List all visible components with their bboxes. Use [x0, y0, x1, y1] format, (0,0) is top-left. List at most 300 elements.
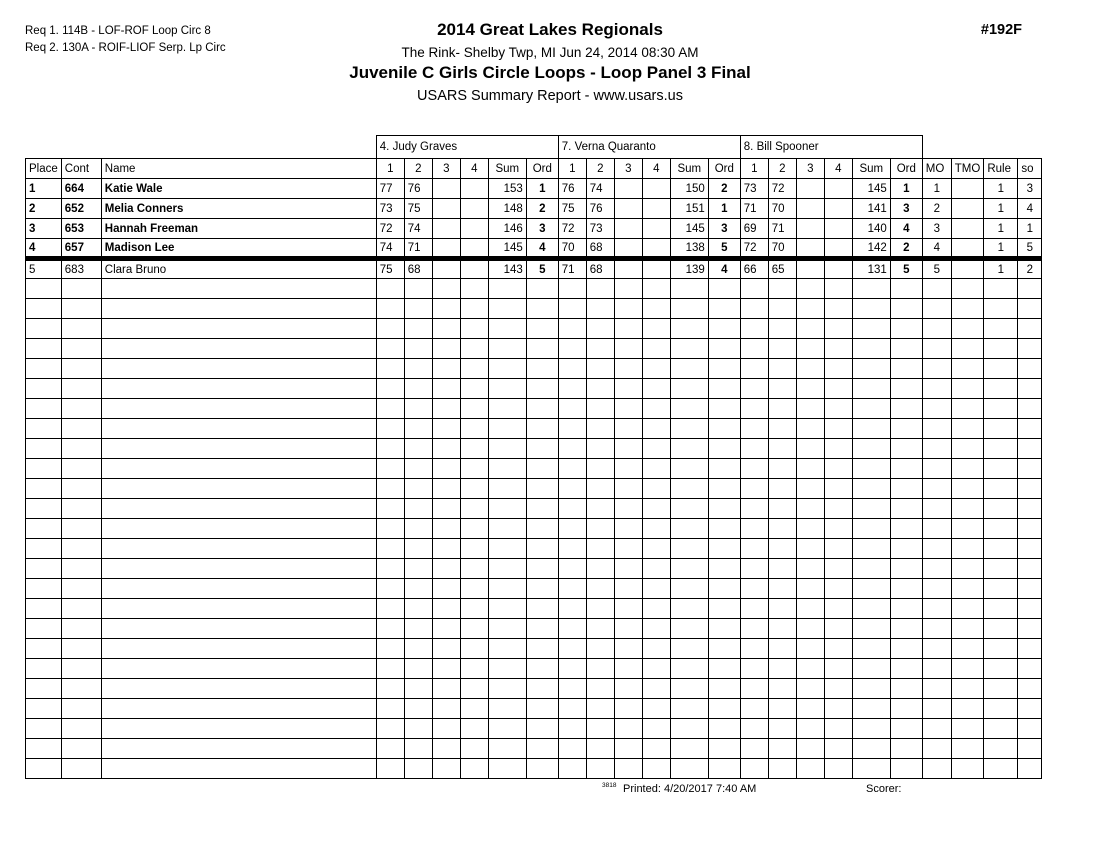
- judge3-sum: [852, 379, 890, 399]
- place-cell: 2: [26, 199, 62, 219]
- judge1-ordinal: [526, 559, 558, 579]
- judge1-score4: [460, 179, 488, 199]
- judge2-score3: [614, 399, 642, 419]
- judge1-score4: [460, 459, 488, 479]
- judge1-sum: [488, 439, 526, 459]
- footer-code: 3818: [602, 782, 617, 789]
- venue-date-line: The Rink- Shelby Twp, MI Jun 24, 2014 08:30 AM: [401, 45, 699, 60]
- majority-ordinal: [922, 619, 951, 639]
- judge1-score4: [460, 539, 488, 559]
- judge2-score2: [586, 319, 614, 339]
- skater-name: [101, 759, 376, 779]
- tmo-cell: [951, 179, 984, 199]
- col-header-judge1-ord: Ord: [526, 159, 558, 179]
- skater-name: [101, 359, 376, 379]
- judge1-score3: [432, 279, 460, 299]
- judge2-ordinal: 5: [708, 239, 740, 259]
- judge2-score1: [558, 359, 586, 379]
- judge2-score4: [642, 279, 670, 299]
- empty-row: [26, 539, 1042, 559]
- judge3-score4: [824, 559, 852, 579]
- empty-row: [26, 399, 1042, 419]
- judge2-sum: [670, 439, 708, 459]
- judge2-score1: [558, 439, 586, 459]
- judge2-score2: [586, 439, 614, 459]
- judge2-score4: [642, 219, 670, 239]
- judge3-sum: [852, 439, 890, 459]
- judge1-score3: [432, 359, 460, 379]
- judge1-score2: [404, 519, 432, 539]
- judge1-score4: [460, 319, 488, 339]
- judge1-score1: [376, 359, 404, 379]
- judge3-sum: [852, 659, 890, 679]
- judge3-score2: [768, 519, 796, 539]
- judge1-ordinal: 5: [526, 259, 558, 279]
- judge3-score2: [768, 759, 796, 779]
- empty-row: [26, 499, 1042, 519]
- judge2-score1: 76: [558, 179, 586, 199]
- judge2-ordinal: [708, 599, 740, 619]
- place-cell: [26, 639, 62, 659]
- judge2-score1: [558, 599, 586, 619]
- tmo-cell: [951, 679, 984, 699]
- judge1-ordinal: [526, 519, 558, 539]
- skater-name: Clara Bruno: [101, 259, 376, 279]
- judge3-ordinal: [890, 679, 922, 699]
- judge3-score3: [796, 439, 824, 459]
- judge1-score2: [404, 279, 432, 299]
- judge2-score3: [614, 739, 642, 759]
- skating-order: [1018, 479, 1042, 499]
- empty-row: [26, 279, 1042, 299]
- empty-row: [26, 339, 1042, 359]
- contestant-number: 657: [61, 239, 101, 259]
- judge1-ordinal: [526, 419, 558, 439]
- title-block: [0, 20, 1100, 104]
- judge1-sum: [488, 539, 526, 559]
- judge2-score1: [558, 539, 586, 559]
- judge1-score4: [460, 499, 488, 519]
- contestant-number: [61, 419, 101, 439]
- judge3-score2: 71: [768, 219, 796, 239]
- judge2-score4: [642, 419, 670, 439]
- judge2-score1: [558, 519, 586, 539]
- judge3-sum: [852, 399, 890, 419]
- skating-order: [1018, 379, 1042, 399]
- judge2-score1: [558, 459, 586, 479]
- majority-ordinal: [922, 499, 951, 519]
- skater-name: [101, 719, 376, 739]
- judge1-score2: [404, 619, 432, 639]
- judge1-ordinal: [526, 599, 558, 619]
- judge3-score2: [768, 359, 796, 379]
- judge2-score2: 74: [586, 179, 614, 199]
- tmo-cell: [951, 339, 984, 359]
- requirement-1: Req 1. 114B - LOF-ROF Loop Circ 8: [25, 25, 211, 37]
- judge1-ordinal: [526, 479, 558, 499]
- judge2-score2: [586, 699, 614, 719]
- judge3-score3: [796, 759, 824, 779]
- judge1-score2: 76: [404, 179, 432, 199]
- judge3-score2: [768, 379, 796, 399]
- judge2-score2: [586, 559, 614, 579]
- judge3-score1: [740, 639, 768, 659]
- judge2-score1: [558, 619, 586, 639]
- judge3-score1: [740, 299, 768, 319]
- judge1-score4: [460, 659, 488, 679]
- skating-order: [1018, 539, 1042, 559]
- contestant-number: [61, 499, 101, 519]
- judge3-score2: [768, 599, 796, 619]
- judge3-score3: [796, 519, 824, 539]
- judge2-score2: [586, 339, 614, 359]
- judge1-ordinal: [526, 499, 558, 519]
- judge1-sum: [488, 619, 526, 639]
- result-row: [26, 199, 1042, 219]
- judge3-ordinal: [890, 739, 922, 759]
- judge3-score3: [796, 239, 824, 259]
- judge3-score2: [768, 659, 796, 679]
- judge3-score1: [740, 599, 768, 619]
- judge2-score3: [614, 439, 642, 459]
- judge2-ordinal: [708, 659, 740, 679]
- majority-ordinal: [922, 519, 951, 539]
- skater-name: [101, 519, 376, 539]
- place-cell: 1: [26, 179, 62, 199]
- judge2-sum: [670, 479, 708, 499]
- col-header-place: Place: [26, 159, 62, 179]
- skater-name: [101, 439, 376, 459]
- judge1-score3: [432, 659, 460, 679]
- contestant-number: [61, 739, 101, 759]
- tmo-cell: [951, 319, 984, 339]
- rule-cell: [984, 619, 1018, 639]
- skater-name: [101, 299, 376, 319]
- judge1-ordinal: [526, 459, 558, 479]
- judge3-ordinal: [890, 699, 922, 719]
- tmo-cell: [951, 239, 984, 259]
- tmo-cell: [951, 399, 984, 419]
- contestant-number: [61, 359, 101, 379]
- judge3-score3: [796, 319, 824, 339]
- majority-ordinal: [922, 459, 951, 479]
- skater-name: [101, 739, 376, 759]
- table-body: [26, 179, 1042, 779]
- judge1-ordinal: [526, 739, 558, 759]
- place-cell: 4: [26, 239, 62, 259]
- judge3-score2: [768, 419, 796, 439]
- judge3-score3: [796, 399, 824, 419]
- judge3-ordinal: [890, 759, 922, 779]
- judge1-ordinal: [526, 679, 558, 699]
- event-number: #192F: [980, 22, 1022, 38]
- skating-order: 2: [1018, 259, 1042, 279]
- judge2-ordinal: [708, 559, 740, 579]
- skating-order: [1018, 279, 1042, 299]
- judge2-score1: 72: [558, 219, 586, 239]
- judge3-score4: [824, 719, 852, 739]
- col-header-judge2-score4: 4: [642, 159, 670, 179]
- empty-row: [26, 719, 1042, 739]
- judge2-score4: [642, 539, 670, 559]
- judge2-ordinal: [708, 619, 740, 639]
- judge1-sum: [488, 579, 526, 599]
- place-cell: [26, 659, 62, 679]
- judge3-ordinal: [890, 599, 922, 619]
- place-cell: [26, 459, 62, 479]
- judge3-score2: [768, 719, 796, 739]
- judge2-score1: [558, 579, 586, 599]
- col-header-judge1-score4: 4: [460, 159, 488, 179]
- skater-name: [101, 679, 376, 699]
- judge3-ordinal: [890, 279, 922, 299]
- judge1-score1: [376, 599, 404, 619]
- judge2-score1: [558, 339, 586, 359]
- judge1-ordinal: [526, 659, 558, 679]
- judge1-score2: [404, 759, 432, 779]
- place-cell: 5: [26, 259, 62, 279]
- judge3-score4: [824, 459, 852, 479]
- skating-order: [1018, 719, 1042, 739]
- judge1-score4: [460, 219, 488, 239]
- judge3-score4: [824, 239, 852, 259]
- judge2-sum: 150: [670, 179, 708, 199]
- judge2-sum: [670, 359, 708, 379]
- judge3-ordinal: [890, 359, 922, 379]
- judge3-score3: [796, 459, 824, 479]
- judge2-ordinal: [708, 479, 740, 499]
- skater-name: [101, 659, 376, 679]
- judge1-score3: [432, 639, 460, 659]
- contestant-number: [61, 759, 101, 779]
- result-row: [26, 239, 1042, 259]
- judge2-score3: [614, 379, 642, 399]
- judge1-score3: [432, 719, 460, 739]
- judge2-score1: [558, 399, 586, 419]
- judge3-score3: [796, 299, 824, 319]
- judge1-score4: [460, 419, 488, 439]
- judge1-score4: [460, 239, 488, 259]
- place-cell: [26, 579, 62, 599]
- judge3-score3: [796, 339, 824, 359]
- tmo-cell: [951, 739, 984, 759]
- judge1-score4: [460, 439, 488, 459]
- judge1-score2: [404, 439, 432, 459]
- majority-ordinal: [922, 339, 951, 359]
- judge2-sum: [670, 279, 708, 299]
- judge2-sum: [670, 599, 708, 619]
- place-cell: [26, 519, 62, 539]
- judge1-score4: [460, 739, 488, 759]
- judge1-sum: [488, 399, 526, 419]
- col-header-name: Name: [101, 159, 376, 179]
- judge2-score4: [642, 259, 670, 279]
- col-header-mo: MO: [922, 159, 951, 179]
- col-header-judge2-score2: 2: [586, 159, 614, 179]
- result-row: [26, 219, 1042, 239]
- majority-ordinal: [922, 659, 951, 679]
- judge1-sum: [488, 379, 526, 399]
- majority-ordinal: [922, 739, 951, 759]
- judge2-score2: [586, 499, 614, 519]
- judge1-ordinal: [526, 299, 558, 319]
- judge2-ordinal: [708, 319, 740, 339]
- judge2-score4: [642, 319, 670, 339]
- judge2-score2: [586, 279, 614, 299]
- judge3-sum: 131: [852, 259, 890, 279]
- judge2-score4: [642, 659, 670, 679]
- judge3-score3: [796, 219, 824, 239]
- skater-name: [101, 399, 376, 419]
- judge1-sum: [488, 659, 526, 679]
- judge3-score1: [740, 519, 768, 539]
- judge3-score1: [740, 619, 768, 639]
- judge2-ordinal: [708, 739, 740, 759]
- rule-cell: [984, 459, 1018, 479]
- judge2-score2: [586, 579, 614, 599]
- judge2-sum: [670, 739, 708, 759]
- judge1-ordinal: [526, 359, 558, 379]
- tmo-cell: [951, 379, 984, 399]
- judge3-ordinal: [890, 719, 922, 739]
- rule-cell: 1: [984, 259, 1018, 279]
- judge2-ordinal: [708, 359, 740, 379]
- col-header-judge2-score3: 3: [614, 159, 642, 179]
- majority-ordinal: [922, 279, 951, 299]
- contestant-number: [61, 479, 101, 499]
- judge3-sum: [852, 419, 890, 439]
- judge2-score1: [558, 739, 586, 759]
- judge2-score1: [558, 379, 586, 399]
- tmo-cell: [951, 619, 984, 639]
- judge2-score3: [614, 299, 642, 319]
- judge3-score3: [796, 719, 824, 739]
- judge1-score3: [432, 219, 460, 239]
- rule-cell: [984, 499, 1018, 519]
- judge3-score2: 70: [768, 199, 796, 219]
- skating-order: [1018, 439, 1042, 459]
- judge1-score1: 72: [376, 219, 404, 239]
- judge1-score3: [432, 499, 460, 519]
- judge1-score2: [404, 739, 432, 759]
- judge2-score1: [558, 759, 586, 779]
- empty-row: [26, 519, 1042, 539]
- empty-row: [26, 759, 1042, 779]
- judge2-sum: [670, 659, 708, 679]
- majority-ordinal: [922, 419, 951, 439]
- contestant-number: [61, 659, 101, 679]
- skater-name: [101, 379, 376, 399]
- judge1-score1: [376, 299, 404, 319]
- judge1-score3: [432, 419, 460, 439]
- judge3-score3: [796, 499, 824, 519]
- rule-cell: [984, 359, 1018, 379]
- judge1-score4: [460, 259, 488, 279]
- judge2-ordinal: [708, 279, 740, 299]
- judge1-ordinal: [526, 539, 558, 559]
- judge1-sum: 143: [488, 259, 526, 279]
- judge2-sum: [670, 679, 708, 699]
- col-header-judge3-sum: Sum: [852, 159, 890, 179]
- judge2-score2: [586, 739, 614, 759]
- empty-row: [26, 479, 1042, 499]
- judge2-score1: [558, 679, 586, 699]
- scorer-label: Scorer:: [866, 783, 902, 795]
- judge3-score3: [796, 739, 824, 759]
- judge2-score4: [642, 179, 670, 199]
- judge1-ordinal: [526, 699, 558, 719]
- judge3-score4: [824, 699, 852, 719]
- judge3-score3: [796, 359, 824, 379]
- judge1-score2: [404, 719, 432, 739]
- skating-order: [1018, 599, 1042, 619]
- judge-header-2: 7. Verna Quaranto: [558, 136, 740, 159]
- skating-order: [1018, 319, 1042, 339]
- judge3-score3: [796, 679, 824, 699]
- majority-ordinal: [922, 759, 951, 779]
- judge1-score1: 74: [376, 239, 404, 259]
- judge3-score4: [824, 419, 852, 439]
- judge2-score1: 71: [558, 259, 586, 279]
- judge3-score1: [740, 459, 768, 479]
- judge3-score3: [796, 379, 824, 399]
- empty-row: [26, 459, 1042, 479]
- judge3-sum: [852, 359, 890, 379]
- judge2-score1: [558, 499, 586, 519]
- judge1-sum: [488, 499, 526, 519]
- judge1-score3: [432, 579, 460, 599]
- rule-cell: [984, 339, 1018, 359]
- rule-cell: [984, 679, 1018, 699]
- place-cell: [26, 619, 62, 639]
- judge1-sum: [488, 719, 526, 739]
- judge1-sum: [488, 339, 526, 359]
- judge2-score4: [642, 719, 670, 739]
- judge2-score3: [614, 679, 642, 699]
- judge1-ordinal: [526, 379, 558, 399]
- judge2-ordinal: 4: [708, 259, 740, 279]
- judge3-ordinal: [890, 399, 922, 419]
- judge1-score4: [460, 359, 488, 379]
- judge1-sum: 146: [488, 219, 526, 239]
- rule-cell: [984, 639, 1018, 659]
- judge3-score1: [740, 479, 768, 499]
- judge3-score1: [740, 719, 768, 739]
- judge3-sum: 140: [852, 219, 890, 239]
- place-cell: [26, 739, 62, 759]
- judge2-score4: [642, 679, 670, 699]
- judge1-score1: [376, 479, 404, 499]
- tmo-cell: [951, 579, 984, 599]
- judge3-score3: [796, 619, 824, 639]
- judge1-score2: [404, 559, 432, 579]
- judge2-ordinal: [708, 499, 740, 519]
- judge3-score1: [740, 319, 768, 339]
- judge1-score1: [376, 579, 404, 599]
- skater-name: Melia Conners: [101, 199, 376, 219]
- judge3-score4: [824, 659, 852, 679]
- judge1-score4: [460, 619, 488, 639]
- judge1-ordinal: [526, 619, 558, 639]
- judge2-ordinal: [708, 399, 740, 419]
- judge1-score4: [460, 699, 488, 719]
- judge3-score2: [768, 439, 796, 459]
- judge2-score2: [586, 379, 614, 399]
- judge2-score2: [586, 719, 614, 739]
- skating-order: [1018, 339, 1042, 359]
- contestant-number: [61, 699, 101, 719]
- tmo-cell: [951, 699, 984, 719]
